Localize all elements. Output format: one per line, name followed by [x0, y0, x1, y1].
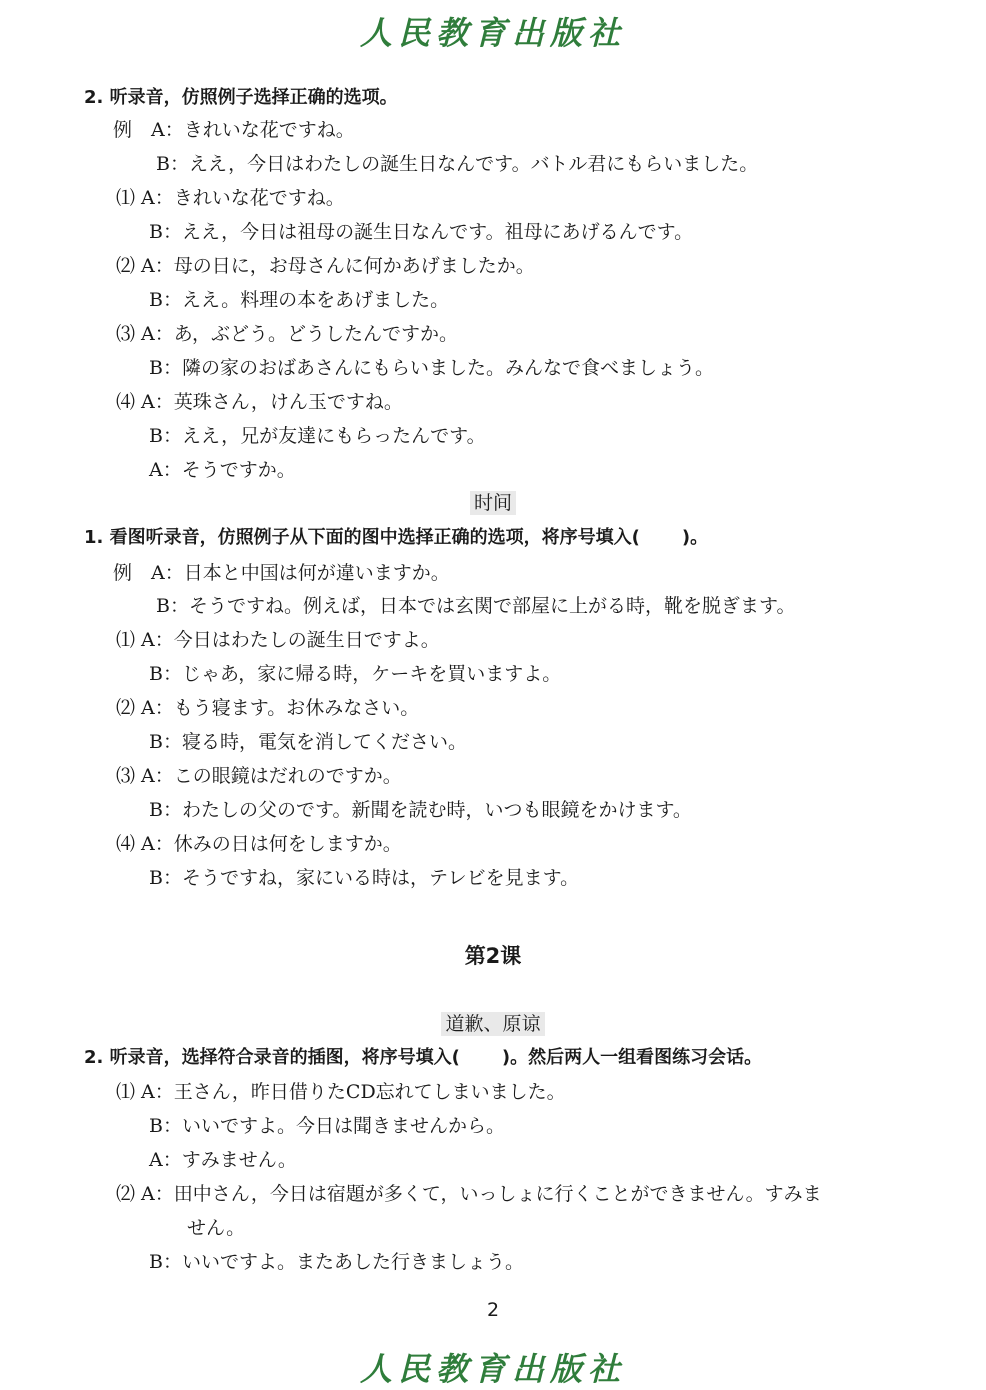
- item-1-b: B：いいですよ。今日は聞きませんから。: [149, 1115, 505, 1137]
- section-label: 时间: [470, 491, 516, 515]
- item-4-c: A：そうですか。: [149, 459, 296, 481]
- item-4-b: B：ええ，兄が友達にもらったんです。: [149, 425, 486, 447]
- item-2-a: ⑵ A：母の日に，お母さんに何かあげましたか。: [116, 255, 535, 277]
- example-line-b: B：そうですね。例えば，日本では玄関で部屋に上がる時，靴を脱ぎます。: [156, 595, 796, 617]
- item-4-a: ⑷ A：休みの日は何をしますか。: [116, 833, 402, 855]
- item-2-a-continued: せん。: [187, 1217, 246, 1239]
- question-2-title: [84, 1046, 762, 1070]
- item-1-b: B：ええ，今日は祖母の誕生日なんです。祖母にあげるんです。: [149, 221, 694, 243]
- question-2-text-end: )。然后两人一组看图练习会话。: [501, 1047, 763, 1068]
- question-1-title: [84, 526, 708, 550]
- section-heading-time: [0, 491, 986, 515]
- section-label: 道歉、原谅: [441, 1012, 544, 1036]
- item-3-b: B：わたしの父のです。新聞を読む時，いつも眼鏡をかけます。: [149, 799, 692, 821]
- item-1-a: ⑴ A：王さん，昨日借りたCD忘れてしまいました。: [116, 1081, 566, 1103]
- item-4-a: ⑷ A：英珠さん，けん玉ですね。: [116, 391, 403, 413]
- section-heading-apology: [0, 1012, 986, 1036]
- item-4-b: B：そうですね，家にいる時は，テレビを見ます。: [149, 867, 580, 889]
- item-2-b: B：いいですよ。またあした行きましょう。: [149, 1251, 524, 1273]
- item-1-a: ⑴ A：きれいな花ですね。: [116, 187, 345, 209]
- publisher-logo-bottom: 人民教育出版社: [359, 1350, 626, 1388]
- item-1-a: ⑴ A：今日はわたしの誕生日ですよ。: [116, 629, 440, 651]
- item-2-b: B：ええ。料理の本をあげました。: [149, 289, 450, 311]
- question-1-text-end: )。: [681, 527, 709, 548]
- item-3-a: ⑶ A：この眼鏡はだれのですか。: [116, 765, 402, 787]
- page-number: 2: [486, 1299, 500, 1321]
- question-2-title: 2. 听录音，仿照例子选择正确的选项。: [84, 87, 398, 108]
- example-line-b: B：ええ，今日はわたしの誕生日なんです。バトル君にもらいました。: [156, 153, 759, 175]
- item-2-a: ⑵ A：田中さん，今日は宿題が多くて，いっしょに行くことができません。すみま: [116, 1183, 822, 1205]
- lesson-title: 第2课: [464, 944, 522, 968]
- item-1-b: B：じゃあ，家に帰る時，ケーキを買いますよ。: [149, 663, 562, 685]
- item-3-b: B：隣の家のおばあさんにもらいました。みんなで食べましょう。: [149, 357, 714, 379]
- example-line-a: 例 A：きれいな花ですね。: [113, 119, 355, 141]
- question-1-text: 1. 看图听录音，仿照例子从下面的图中选择正确的选项，将序号填入(: [84, 527, 640, 548]
- item-3-a: ⑶ A：あ，ぶどう。どうしたんですか。: [116, 323, 459, 345]
- example-line-a: 例 A：日本と中国は何が違いますか。: [113, 562, 450, 584]
- publisher-logo-top: 人民教育出版社: [359, 14, 626, 52]
- item-2-b: B：寝る時，電気を消してください。: [149, 731, 467, 753]
- item-2-a: ⑵ A：もう寝ます。お休みなさい。: [116, 697, 420, 719]
- item-1-c: A：すみません。: [149, 1149, 297, 1171]
- question-2-text: 2. 听录音，选择符合录音的插图，将序号填入(: [84, 1047, 460, 1068]
